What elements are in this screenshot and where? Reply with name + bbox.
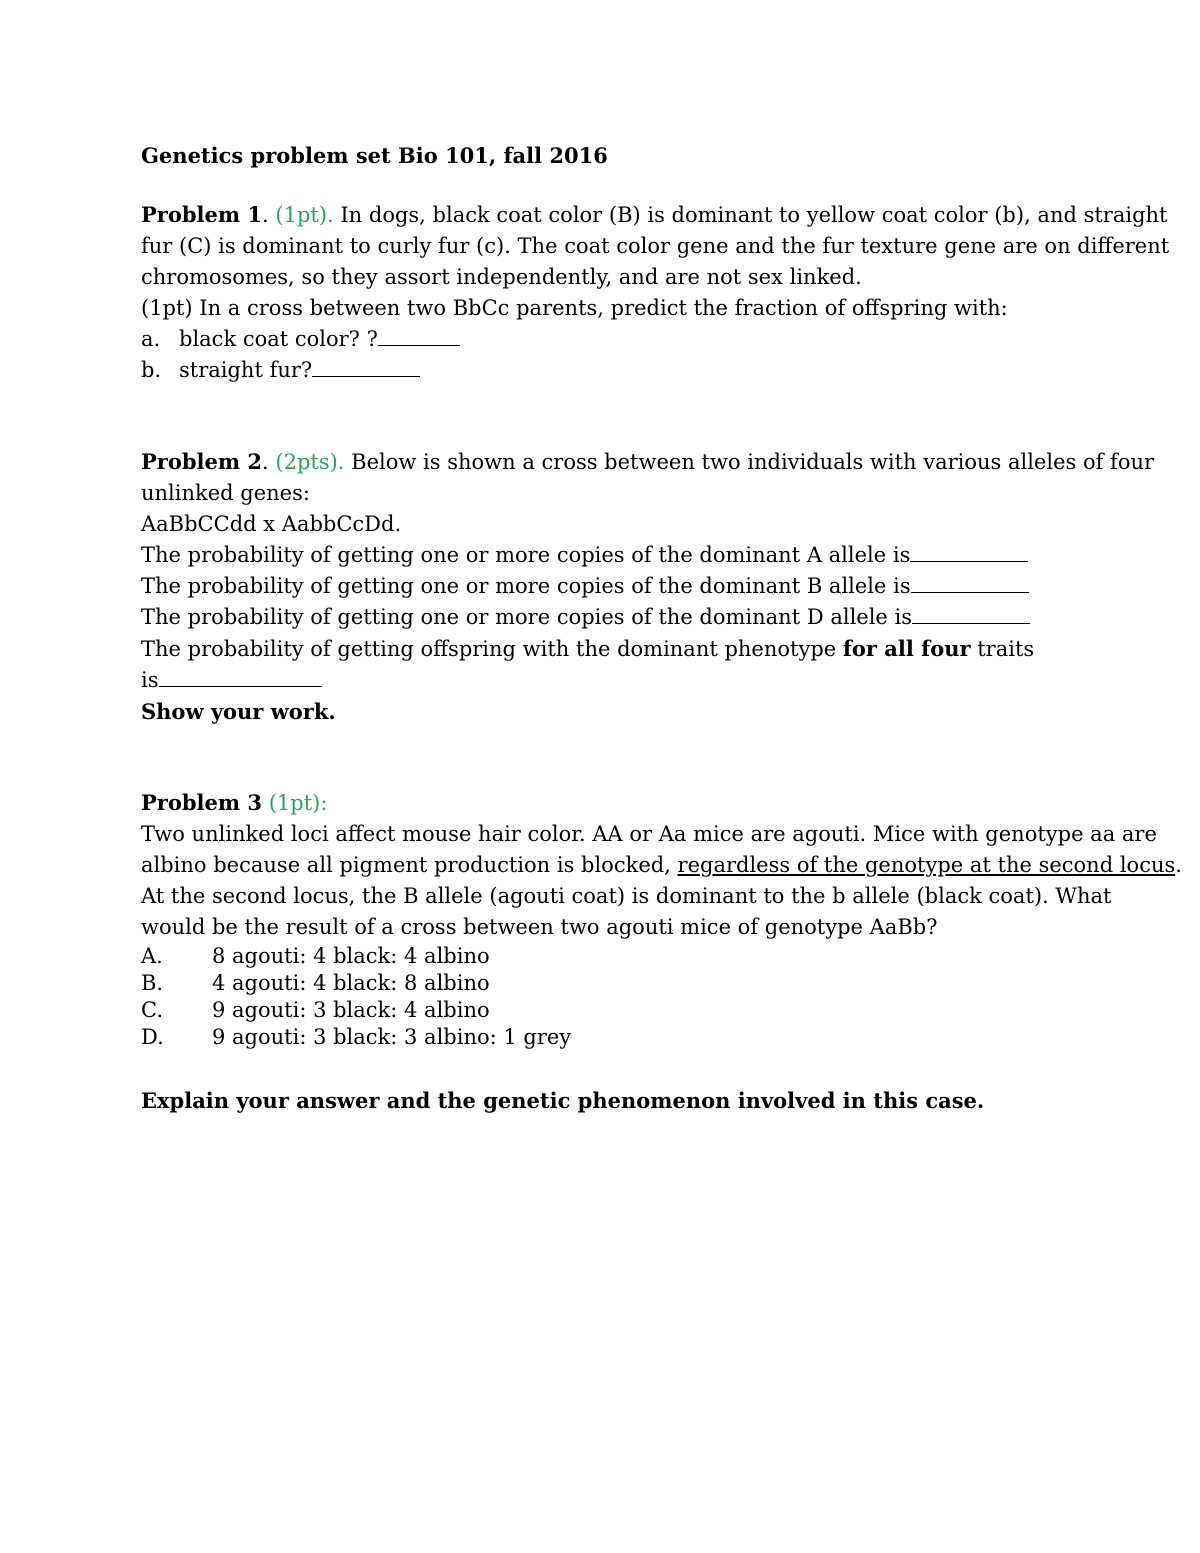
prob-d-text: The probability of getting one or more copies of the dominant D allele is xyxy=(141,605,913,629)
choice-c xyxy=(141,997,1061,1024)
prob-all-suffix: traits xyxy=(970,637,1035,661)
document-page xyxy=(141,140,1182,1116)
answer-blank xyxy=(378,325,460,346)
choice-marker: B. xyxy=(141,971,164,995)
list-item-text xyxy=(179,355,420,386)
problem-2-line-1: Problem 2. (2pts). Below is shown a cross between two individuals with various alleles of four xyxy=(141,449,1155,474)
list-marker: a. xyxy=(141,327,161,351)
problem-1-line-1: Problem 1. (1pt). In dogs, black coat color (B) is dominant to yellow coat color (b), and straight xyxy=(141,202,1168,227)
choice-marker: C. xyxy=(141,998,163,1022)
choice-text: 4 agouti: 4 black: 8 albino xyxy=(212,971,490,995)
choice-marker: D. xyxy=(141,1025,164,1049)
problem-1-text-1: In dogs, black coat color (B) is dominant to yellow coat color (b), and straight xyxy=(333,203,1168,227)
problem-2-show-work: Show your work. xyxy=(141,699,336,724)
choice-text: 9 agouti: 3 black: 4 albino xyxy=(212,998,490,1022)
answer-blank xyxy=(910,541,1028,562)
choice-text: 9 agouti: 3 black: 3 albino: 1 grey xyxy=(212,1025,572,1049)
problem-1-points: (1pt). xyxy=(275,203,334,227)
problem-2-text-1: Below is shown a cross between two individuals with various alleles of four xyxy=(344,450,1155,474)
answer-blank xyxy=(159,666,322,687)
problem-1-item-b xyxy=(141,355,1061,386)
problem-1-item-a xyxy=(141,324,1061,355)
answer-blank xyxy=(911,572,1029,593)
problem-3-text-1: Two unlinked loci affect mouse hair color. AA or Aa mice are agouti. Mice with genotype aa are xyxy=(141,822,1157,846)
document-title: Genetics problem set Bio 101, fall 2016 xyxy=(141,143,608,168)
problem-2-prob-d xyxy=(141,602,1061,633)
choice-text: 8 agouti: 4 black: 4 albino xyxy=(212,944,490,968)
problem-3-underlined-text: regardless of the genotype at the second locus xyxy=(677,853,1176,877)
problem-2-prob-all-is xyxy=(141,665,1061,696)
problem-3-text-2 xyxy=(141,850,1182,881)
list-marker: b. xyxy=(141,358,162,382)
choice-a xyxy=(141,943,1061,970)
problem-2-prob-a xyxy=(141,540,1061,571)
problem-2-text-2: unlinked genes: xyxy=(141,481,310,505)
prob-all-is-text: is xyxy=(141,668,159,692)
problem-3-points: (1pt): xyxy=(268,791,328,815)
choice-d xyxy=(141,1024,1061,1051)
problem-1 xyxy=(141,199,1170,386)
problem-3 xyxy=(141,787,1182,1116)
problem-2-cross: AaBbCCdd x AabbCcDd. xyxy=(141,512,402,536)
choice-marker: A. xyxy=(141,944,163,968)
item-b-text: straight fur? xyxy=(179,358,313,382)
problem-1-text-2: fur (C) is dominant to curly fur (c). The coat color gene and the fur texture gene are on different xyxy=(141,234,1170,258)
problem-1-text-3: chromosomes, so they assort independently, and are not sex linked. xyxy=(141,265,862,289)
problem-3-text-3: At the second locus, the B allele (agouti coat) is dominant to the b allele (black coat). What xyxy=(141,884,1112,908)
answer-blank xyxy=(312,356,420,377)
problem-3-text-4: would be the result of a cross between two agouti mice of genotype AaBb? xyxy=(141,915,938,939)
problem-3-text-2-post: . xyxy=(1175,853,1182,877)
list-item-text xyxy=(179,324,460,355)
problem-2-label: Problem 2 xyxy=(141,449,263,474)
problem-2-prob-b xyxy=(141,571,1061,602)
problem-3-label: Problem 3 xyxy=(141,790,263,815)
item-a-text: black coat color? ? xyxy=(179,327,378,351)
prob-b-text: The probability of getting one or more copies of the dominant B allele is xyxy=(141,574,911,598)
problem-1-label: Problem 1 xyxy=(141,202,263,227)
answer-blank xyxy=(912,603,1030,624)
prob-all-emphasis: for all four xyxy=(842,636,971,661)
problem-1-prompt: (1pt) In a cross between two BbCc parents, predict the fraction of offspring with: xyxy=(141,296,1008,320)
problem-3-heading xyxy=(141,787,1061,819)
problem-3-explain: Explain your answer and the genetic phenomenon involved in this case. xyxy=(141,1088,985,1113)
problem-2 xyxy=(141,446,1155,727)
problem-2-points: (2pts). xyxy=(275,450,345,474)
problem-2-prob-all xyxy=(141,633,1061,665)
prob-all-text: The probability of getting offspring with the dominant phenotype xyxy=(141,637,843,661)
choice-b xyxy=(141,970,1061,997)
problem-3-text-2-pre: albino because all pigment production is blocked, xyxy=(141,853,678,877)
prob-a-text: The probability of getting one or more copies of the dominant A allele is xyxy=(141,543,911,567)
